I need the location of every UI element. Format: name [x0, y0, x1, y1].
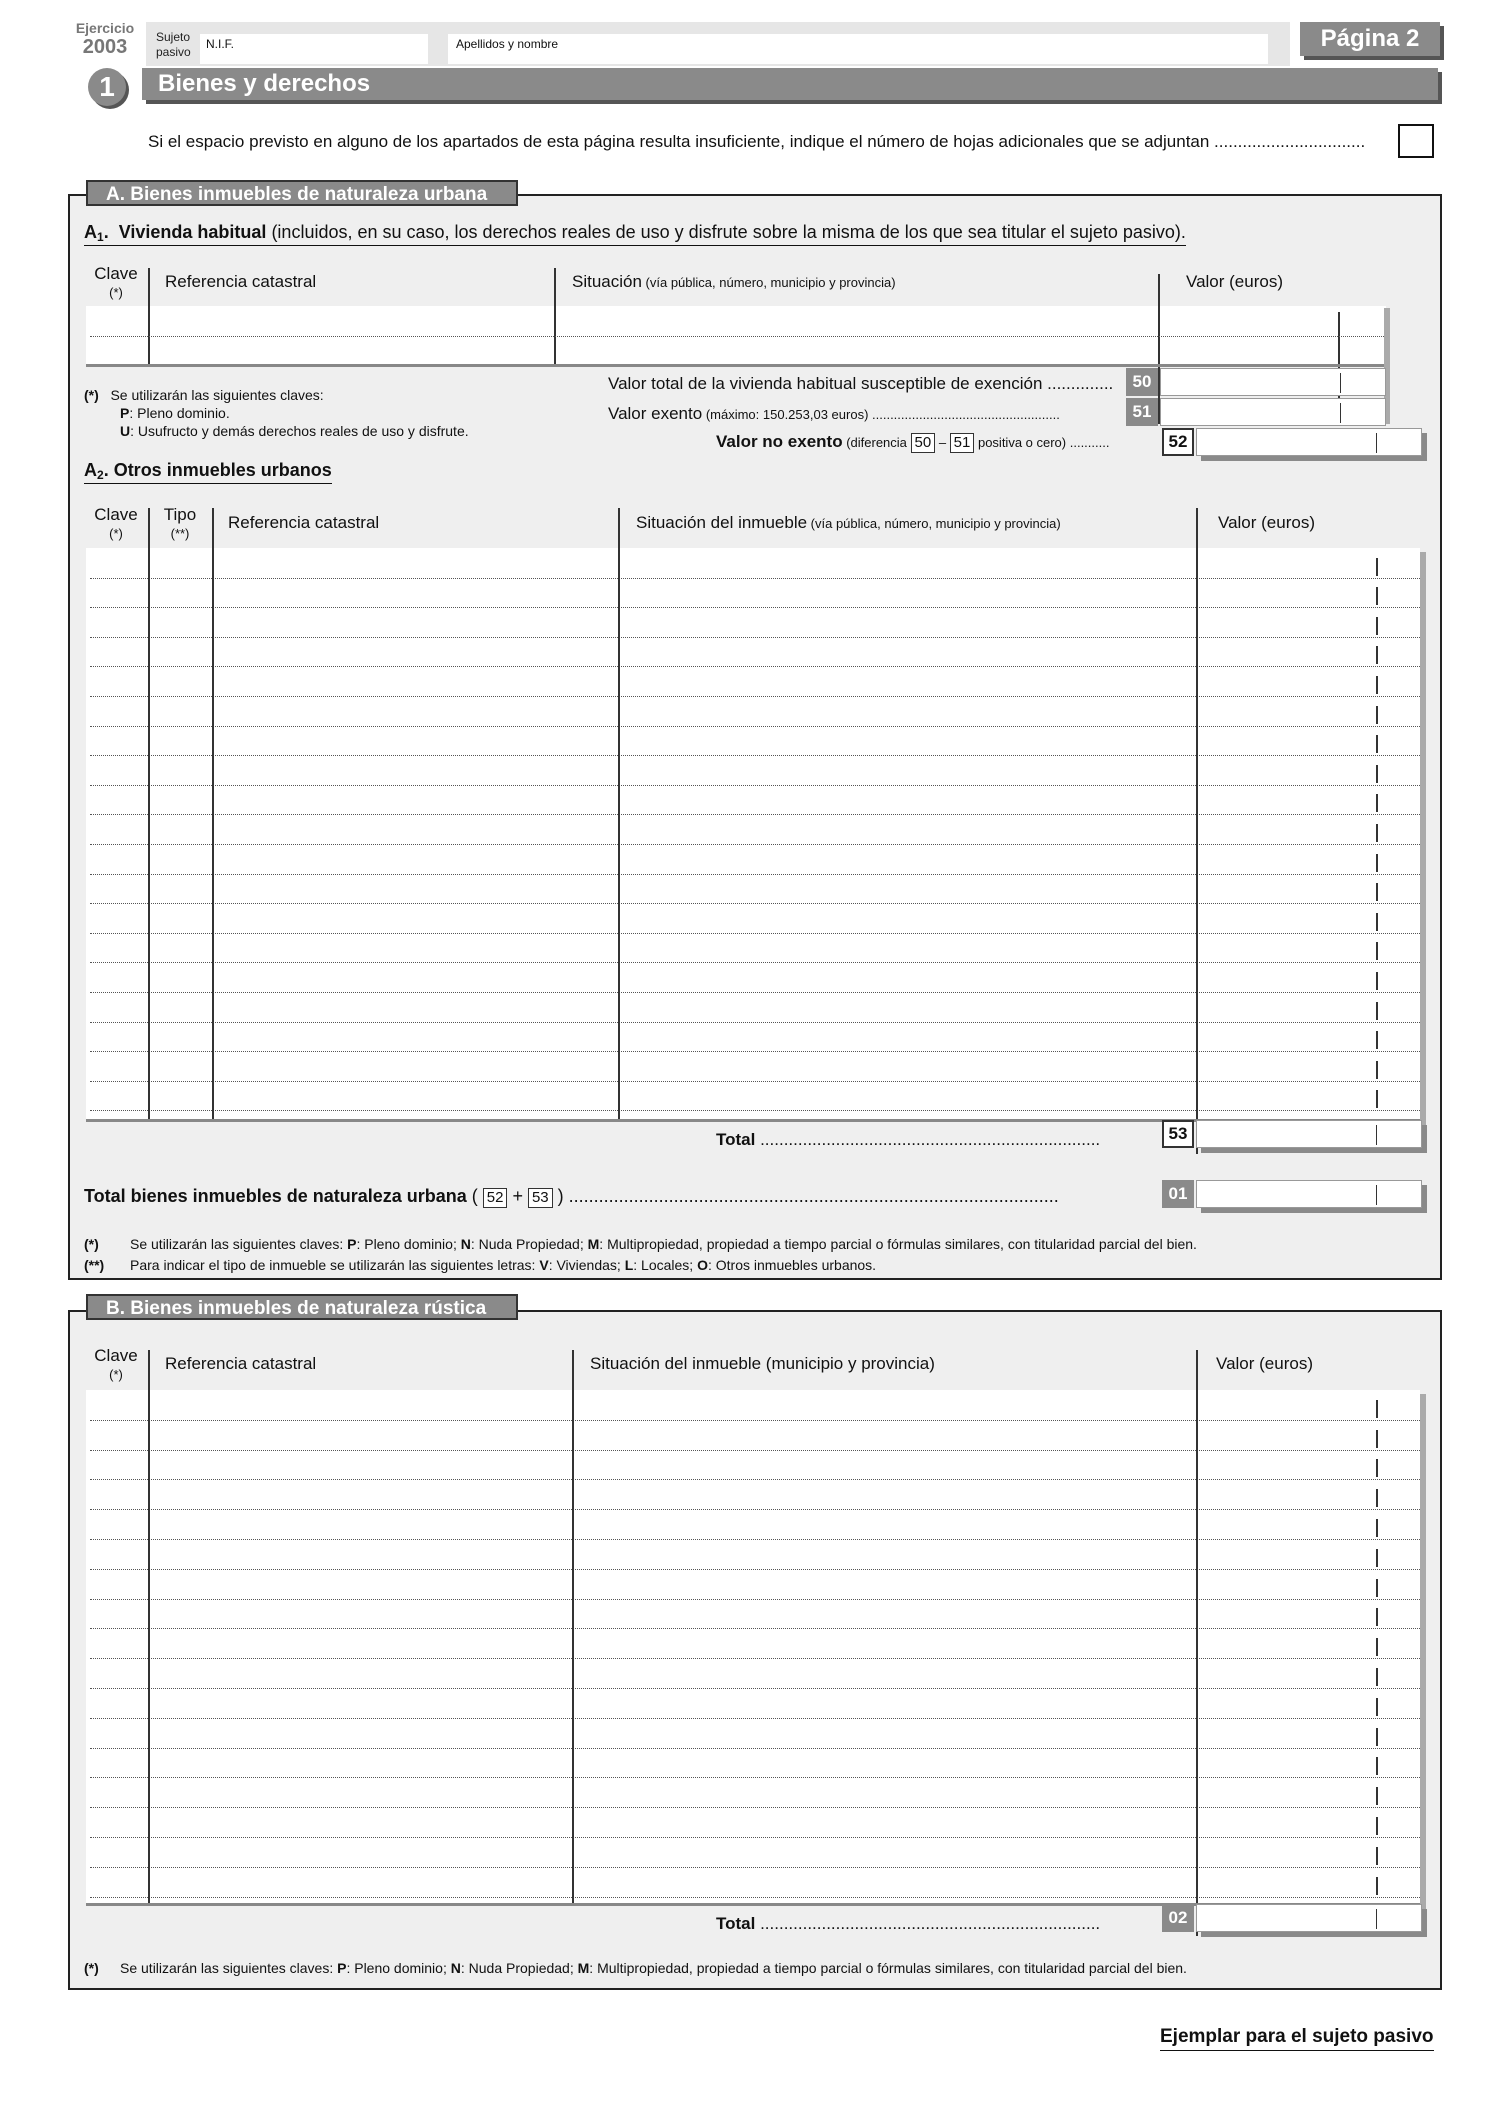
ref-51: 51: [950, 433, 975, 453]
cents-separator: [1376, 1430, 1378, 1448]
b-fn-p: P: [337, 1960, 347, 1976]
a1-row-line: [90, 336, 1386, 337]
b-total-dots: ........................................................................: [755, 1914, 1101, 1933]
cents-separator: [1376, 1787, 1378, 1805]
a2-sub: 2: [97, 468, 104, 482]
additional-sheets-input[interactable]: [1398, 124, 1434, 158]
b-table[interactable]: [86, 1390, 1420, 1904]
b-col-situacion: Situación del inmueble (municipio y provincia): [590, 1354, 935, 1373]
cents-separator: [1376, 1728, 1378, 1746]
a2-total-label: [716, 1130, 1100, 1150]
b-total-input[interactable]: [1196, 1904, 1422, 1932]
valor-exento-input[interactable]: [1160, 398, 1386, 426]
cents-separator: [1376, 1608, 1378, 1626]
total-urbana-close: ) ..................................................................................................: [552, 1186, 1059, 1206]
b-total-label: [716, 1914, 1100, 1934]
a1-divider: [554, 268, 556, 364]
cents-separator: [1376, 765, 1378, 783]
cents-separator: [1376, 1090, 1378, 1108]
cents-separator: [1376, 1579, 1378, 1597]
table-row-line: [90, 844, 1420, 845]
table-row-line: [90, 607, 1420, 608]
table-row-line: [90, 696, 1420, 697]
a1-heading: [84, 222, 1186, 246]
table-row-line: [90, 1051, 1420, 1052]
ref-53: 53: [528, 1188, 553, 1208]
rustica-footnote: [84, 1960, 1187, 1976]
a1-clave-u-key: U: [120, 423, 131, 439]
table-row-line: [90, 1569, 1420, 1570]
cents-separator: [1376, 1519, 1378, 1537]
table-row-line: [90, 1777, 1420, 1778]
vnoexento-small1: (diferencia: [842, 435, 911, 450]
a1-col-valor: Valor (euros): [1186, 272, 1283, 291]
a2-divider: [212, 508, 214, 1120]
a2-clave-ast: (*): [109, 526, 123, 541]
table-row-line: [90, 1479, 1420, 1480]
casilla-53: 53: [1162, 1120, 1194, 1148]
b-total-text: Total: [716, 1914, 756, 1933]
fn2-v-txt: : Viviendas;: [548, 1257, 625, 1273]
fn1-m: M: [587, 1236, 600, 1252]
a1-claves-note: [84, 386, 469, 440]
nif-field[interactable]: [200, 34, 428, 64]
total-urbana-plus: +: [507, 1186, 528, 1206]
a2-divider: [618, 508, 620, 1120]
cents-separator: [1376, 1638, 1378, 1656]
table-row-line: [90, 666, 1420, 667]
a1-bottom-rule: [86, 364, 1386, 367]
fn2-l: L: [624, 1257, 634, 1273]
fn1-p-txt: : Pleno dominio;: [356, 1236, 461, 1252]
a1-clave-p: : Pleno dominio.: [129, 405, 230, 421]
vnoexento-small2: positiva o cero) ...........: [974, 435, 1110, 450]
a1-ast: (*): [84, 387, 99, 403]
b-clave-ast: (*): [109, 1367, 123, 1382]
vnoexento-text: Valor no exento: [716, 432, 843, 451]
valor-total-label: Valor total de la vivienda habitual susceptible de exención ..............: [608, 374, 1114, 393]
page-number-badge: Página 2: [1300, 22, 1440, 56]
cents-separator: [1376, 706, 1378, 724]
cents-separator: [1376, 1400, 1378, 1418]
b-fn-pre: Se utilizarán las siguientes claves:: [120, 1960, 338, 1976]
sujeto-label: Sujeto: [156, 30, 191, 44]
cents-separator: [1376, 587, 1378, 605]
fn1-p: P: [347, 1236, 357, 1252]
table-row-line: [90, 1628, 1420, 1629]
table-row-line: [90, 755, 1420, 756]
table-row-line: [90, 1837, 1420, 1838]
b-col-valor: Valor (euros): [1216, 1354, 1313, 1373]
b-col-clave: [84, 1346, 148, 1384]
a1-dot: .: [103, 222, 109, 242]
fn2-pre: Para indicar el tipo de inmueble se utilizarán las siguientes letras:: [130, 1257, 540, 1273]
casilla-52: 52: [1162, 428, 1194, 456]
total-urbana-open: (: [466, 1186, 483, 1206]
valor-no-exento-input[interactable]: [1196, 428, 1422, 456]
cents-separator: [1376, 1459, 1378, 1477]
table-row-line: [90, 1420, 1420, 1421]
valor-exento-label: [608, 404, 1060, 424]
sujeto-pasivo-label: [156, 30, 191, 60]
apellidos-nombre-label: Apellidos y nombre: [456, 37, 559, 51]
table-row-line: [90, 1807, 1420, 1808]
a2-divider: [148, 508, 150, 1120]
a2-shadow: [1420, 552, 1426, 1152]
ref-50: 50: [911, 433, 936, 453]
fn1-mark: (*): [84, 1236, 99, 1252]
a1-clave-ast: (*): [109, 285, 123, 300]
a1-table[interactable]: [86, 306, 1386, 364]
a1-claves-title: Se utilizarán las siguientes claves:: [110, 387, 324, 403]
ejercicio-label: Ejercicio: [75, 20, 135, 36]
table-row-line: [90, 1081, 1420, 1082]
a1-col-ref: Referencia catastral: [165, 272, 317, 291]
a2-sit-small: (vía pública, número, municipio y provincia): [807, 516, 1061, 531]
a2-table[interactable]: [86, 548, 1420, 1120]
a1-sit-small: (vía pública, número, municipio y provincia): [641, 275, 896, 290]
table-row-line: [90, 1718, 1420, 1719]
cents-separator: [1376, 617, 1378, 635]
a1-prefix: A: [84, 222, 97, 242]
vexento-text: Valor exento: [608, 404, 703, 423]
pasivo-label: pasivo: [156, 45, 191, 59]
table-row-line: [90, 637, 1420, 638]
section-number-badge: 1: [88, 68, 126, 106]
cents-separator: [1376, 1031, 1378, 1049]
a2-col-valor: Valor (euros): [1218, 513, 1315, 532]
table-row-line: [90, 1539, 1420, 1540]
b-clave-label: Clave: [94, 1346, 138, 1365]
table-row-line: [90, 1509, 1420, 1510]
nif-label: N.I.F.: [206, 37, 235, 51]
fn2-l-txt: : Locales;: [633, 1257, 698, 1273]
fn2-v: V: [539, 1257, 549, 1273]
table-row-line: [90, 1688, 1420, 1689]
a2-total-text: Total: [716, 1130, 756, 1149]
b-shadow: [1420, 1394, 1426, 1934]
a2-prefix: A: [84, 460, 97, 480]
table-row-line: [90, 874, 1420, 875]
a1-sub: 1: [97, 230, 104, 244]
table-row-line: [90, 933, 1420, 934]
fn2-mark: (**): [84, 1257, 105, 1273]
table-row-line: [90, 814, 1420, 815]
cents-separator: [1376, 1877, 1378, 1895]
ejemplar-label: Ejemplar para el sujeto pasivo: [1160, 2026, 1434, 2051]
ref-52: 52: [483, 1188, 508, 1208]
additional-sheets-note: Si el espacio previsto en alguno de los apartados de esta página resulta insuficiente, indique el número de hojas adicionales que se adjuntan ................................: [148, 132, 1366, 151]
b-col-ref: Referencia catastral: [165, 1354, 317, 1373]
a2-col-tipo: [150, 505, 210, 543]
b-fn-p-txt: : Pleno dominio;: [346, 1960, 451, 1976]
cents-separator: [1376, 1061, 1378, 1079]
tab-bienes-rustica: B. Bienes inmuebles de naturaleza rústica: [86, 1294, 518, 1320]
valor-no-exento-label: [716, 432, 1109, 453]
a1-col-situacion: [572, 272, 896, 292]
cents-separator: [1376, 735, 1378, 753]
cents-separator: [1376, 558, 1378, 576]
vnoexento-minus: –: [935, 435, 950, 450]
tab-bienes-urbana: A. Bienes inmuebles de naturaleza urbana: [86, 180, 518, 206]
a2-total-input[interactable]: [1196, 1120, 1422, 1148]
table-row-line: [90, 1867, 1420, 1868]
table-row-line: [90, 992, 1420, 993]
table-row-line: [90, 1110, 1420, 1111]
cents-separator: [1376, 824, 1378, 842]
a1-clave-p-key: P: [120, 405, 130, 421]
b-divider: [572, 1350, 574, 1904]
cents-separator: [1376, 1698, 1378, 1716]
a2-heading: [84, 460, 332, 484]
table-row-line: [90, 726, 1420, 727]
cents-separator: [1376, 676, 1378, 694]
a2-sit-label: Situación del inmueble: [636, 513, 808, 532]
urbana-footnotes: [84, 1234, 1197, 1276]
a2-divider: [1196, 508, 1198, 1154]
a2-tipo-ast: (**): [170, 526, 190, 541]
a1-title: Vivienda habitual: [118, 222, 267, 242]
a1-col-clave: [84, 264, 148, 302]
fn1-n: N: [460, 1236, 471, 1252]
table-row-line: [90, 962, 1420, 963]
cents-separator: [1376, 1757, 1378, 1775]
cents-separator: [1376, 1549, 1378, 1567]
a2-col-clave: [84, 505, 148, 543]
section-title: Bienes y derechos: [142, 68, 1438, 100]
a1-divider: [148, 268, 150, 364]
table-row-line: [90, 1748, 1420, 1749]
table-row-line: [90, 1450, 1420, 1451]
cents-separator: [1376, 646, 1378, 664]
a2-col-ref: Referencia catastral: [228, 513, 380, 532]
ejercicio-block: [72, 20, 138, 59]
fn1-n-txt: : Nuda Propiedad;: [470, 1236, 588, 1252]
b-fn-m-txt: : Multipropiedad, propiedad a tiempo parcial o fórmulas similares, con titularidad parcial del bien.: [589, 1960, 1187, 1976]
table-row-line: [90, 903, 1420, 904]
cents-separator: [1376, 883, 1378, 901]
b-divider: [148, 1350, 150, 1904]
fn1-pre: Se utilizarán las siguientes claves:: [130, 1236, 348, 1252]
total-urbana-text: Total bienes inmuebles de naturaleza urbana: [84, 1186, 467, 1206]
a1-rest: (incluidos, en su caso, los derechos reales de uso y disfrute sobre la misma de los que sea titular el sujeto pasivo).: [266, 222, 1186, 242]
cents-separator: [1376, 972, 1378, 990]
apellidos-nombre-field[interactable]: [448, 34, 1268, 64]
b-fn-mark: (*): [84, 1960, 99, 1976]
total-urbana-label: [84, 1186, 1059, 1208]
cents-separator: [1376, 1817, 1378, 1835]
table-row-line: [90, 1022, 1420, 1023]
cents-separator: [1376, 794, 1378, 812]
a2-total-dots: ........................................................................: [755, 1130, 1101, 1149]
ejercicio-year: 2003: [82, 36, 128, 58]
b-fn-n: N: [450, 1960, 461, 1976]
casilla-50: 50: [1126, 368, 1158, 396]
cents-separator: [1376, 942, 1378, 960]
b-divider: [1196, 1350, 1198, 1936]
casilla-01: 01: [1162, 1180, 1194, 1208]
a2-col-situacion: [636, 513, 1061, 533]
cents-separator: [1376, 1668, 1378, 1686]
a2-tipo-label: Tipo: [163, 505, 197, 524]
cents-separator: [1376, 1489, 1378, 1507]
a1-clave-label: Clave: [94, 264, 138, 283]
vexento-small: (máximo: 150.253,03 euros) ....................................................: [702, 407, 1060, 422]
casilla-02: 02: [1162, 1904, 1194, 1932]
table-row-line: [90, 1658, 1420, 1659]
cents-separator: [1376, 1847, 1378, 1865]
fn1-m-txt: : Multipropiedad, propiedad a tiempo parcial o fórmulas similares, con titularidad parcial del bien.: [599, 1236, 1197, 1252]
cents-separator: [1376, 854, 1378, 872]
a1-sit-label: Situación: [572, 272, 642, 291]
a2-clave-label: Clave: [94, 505, 138, 524]
a2-title: . Otros inmuebles urbanos: [103, 460, 332, 480]
cents-separator: [1376, 1002, 1378, 1020]
table-row-line: [90, 1599, 1420, 1600]
total-urbana-input[interactable]: [1196, 1180, 1422, 1208]
table-row-line: [90, 578, 1420, 579]
fn2-o: O: [697, 1257, 708, 1273]
fn2-o-txt: : Otros inmuebles urbanos.: [707, 1257, 877, 1273]
cents-separator: [1376, 913, 1378, 931]
a1-clave-u: : Usufructo y demás derechos reales de uso y disfrute.: [130, 423, 469, 439]
casilla-51: 51: [1126, 398, 1158, 426]
table-row-line: [90, 785, 1420, 786]
b-fn-n-txt: : Nuda Propiedad;: [460, 1960, 578, 1976]
valor-total-input[interactable]: [1160, 368, 1386, 396]
table-row-line: [90, 1897, 1420, 1898]
b-fn-m: M: [577, 1960, 590, 1976]
